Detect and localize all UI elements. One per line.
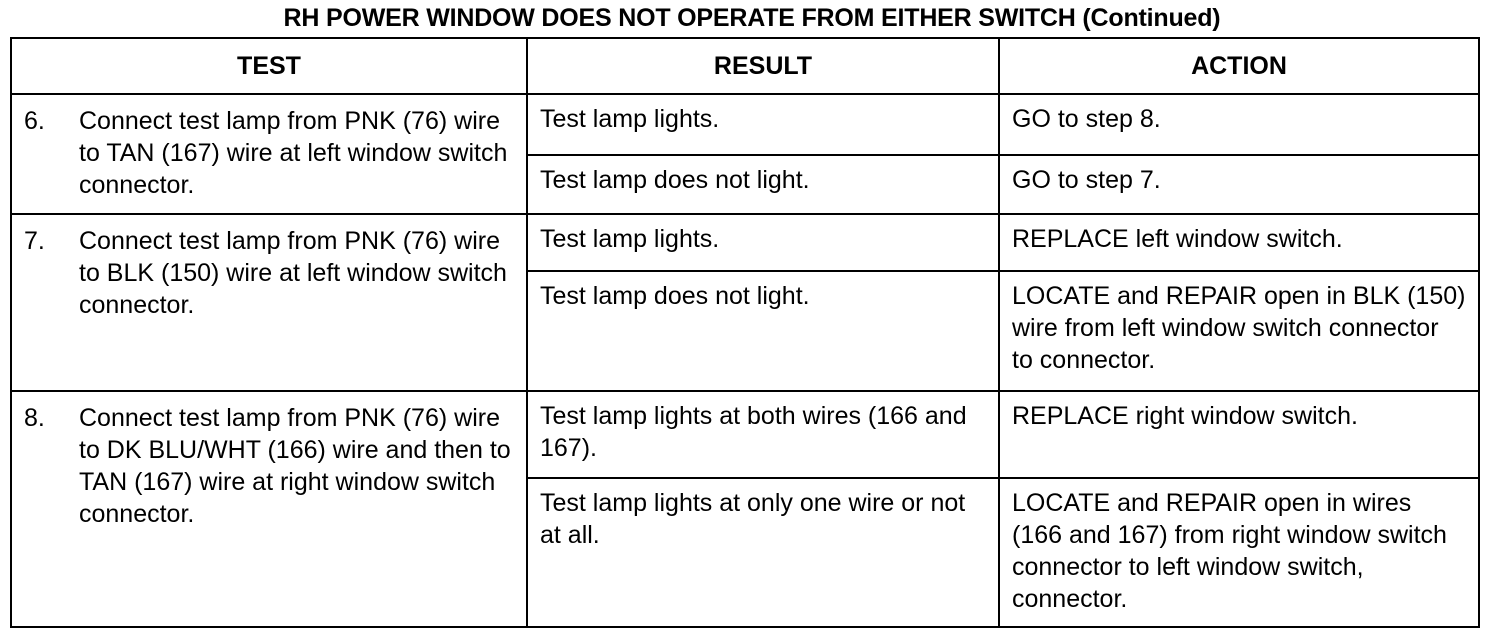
header-row (11, 38, 1479, 94)
result-cell (527, 271, 999, 391)
result-text: Test lamp lights. (540, 105, 720, 133)
step-number: 6. (24, 107, 45, 135)
header-action: ACTION (999, 38, 1479, 94)
result-cell (527, 214, 999, 271)
test-cell-step-6 (11, 94, 527, 214)
test-cell-step-8 (11, 391, 527, 627)
action-text: LOCATE and REPAIR open in wires (166 and 167) from right window switch connector to left window switch, connector. (1012, 489, 1447, 614)
action-cell (999, 94, 1479, 155)
action-text: GO to step 8. (1012, 105, 1161, 133)
table-row (11, 94, 1479, 155)
result-text: Test lamp does not light. (540, 281, 810, 310)
result-cell (527, 478, 999, 627)
action-cell (999, 271, 1479, 391)
action-cell (999, 478, 1479, 627)
header-result: RESULT (527, 38, 999, 94)
test-description: Connect test lamp from PNK (76) wire to DK BLU/WHT (166) wire and then to TAN (167) wire at right window switch connector. (79, 403, 511, 528)
action-cell (999, 155, 1479, 214)
result-cell (527, 391, 999, 478)
action-text: REPLACE right window switch. (1012, 401, 1358, 430)
result-cell (527, 155, 999, 214)
table-row (11, 391, 1479, 478)
diagnostic-table (10, 37, 1480, 628)
result-text: Test lamp lights at both wires (166 and 167). (540, 401, 967, 462)
header-test: TEST (11, 38, 527, 94)
result-cell (527, 94, 999, 155)
action-text: REPLACE left window switch. (1012, 225, 1343, 253)
test-cell-step-7 (11, 214, 527, 391)
action-text: LOCATE and REPAIR open in BLK (150) wire from left window switch connector to connector. (1012, 281, 1466, 374)
test-description: Connect test lamp from PNK (76) wire to BLK (150) wire at left window switch connector. (79, 227, 507, 319)
step-number: 8. (24, 403, 45, 432)
page-title: RH POWER WINDOW DOES NOT OPERATE FROM EITHER SWITCH (Continued) (283, 4, 1221, 32)
result-text: Test lamp lights. (540, 225, 720, 253)
action-cell (999, 391, 1479, 478)
table-row (11, 214, 1479, 271)
step-number: 7. (24, 227, 45, 255)
action-text: GO to step 7. (1012, 166, 1161, 195)
result-text: Test lamp lights at only one wire or not at all. (540, 489, 966, 550)
result-text: Test lamp does not light. (540, 166, 810, 195)
action-cell (999, 214, 1479, 271)
test-description: Connect test lamp from PNK (76) wire to TAN (167) wire at left window switch connector. (79, 107, 508, 199)
